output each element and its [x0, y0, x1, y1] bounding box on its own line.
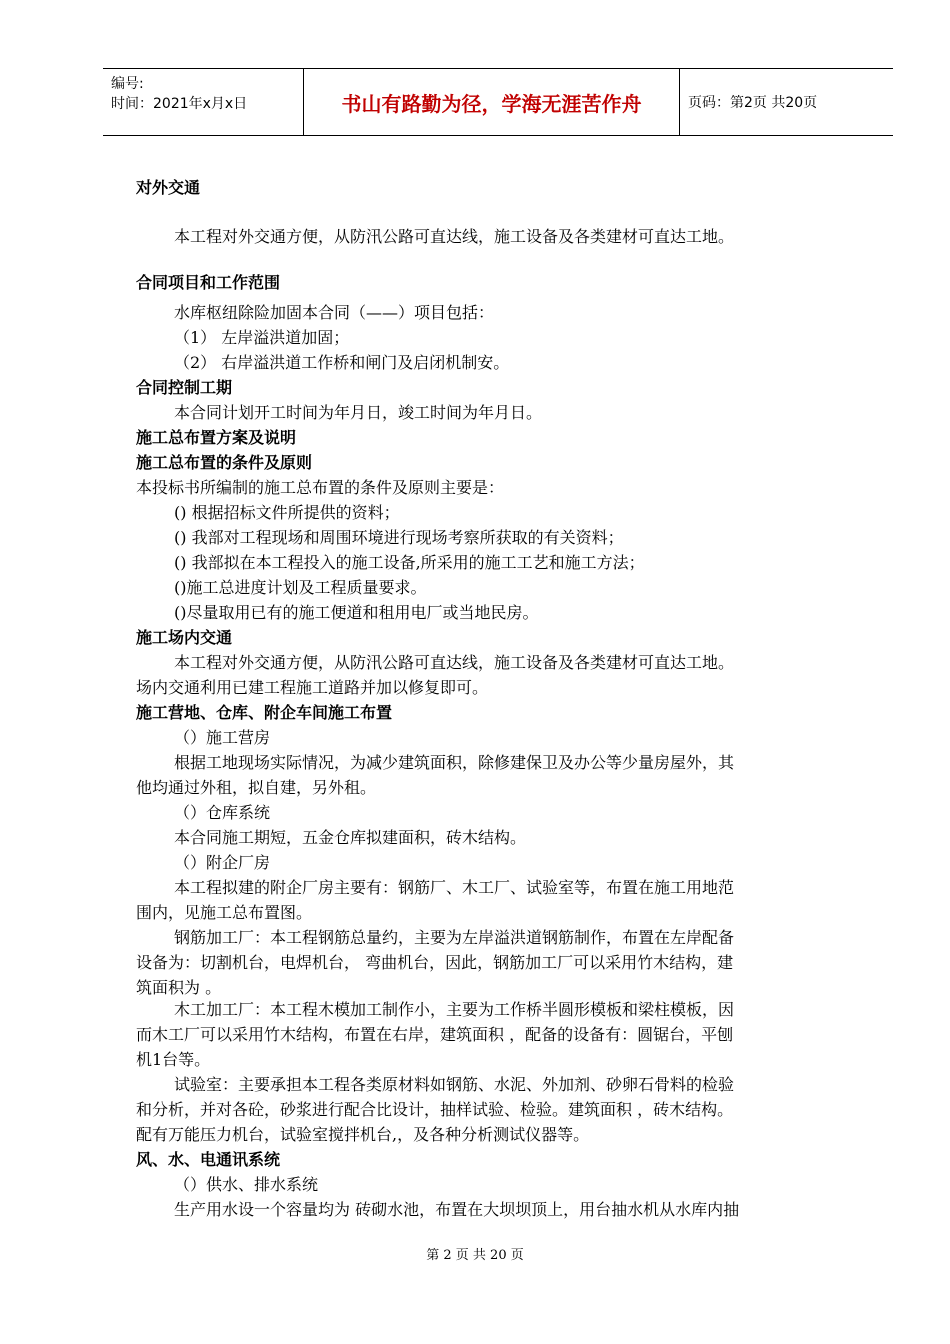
body-text-line: 筑面积为 。: [136, 978, 222, 997]
body-text-line: 本工程拟建的附企厂房主要有：钢筋厂、木工厂、试验室等，布置在施工用地范: [174, 878, 735, 897]
body-text-line: 本工程对外交通方便，从防汛公路可直达线，施工设备及各类建材可直达工地。: [174, 653, 735, 672]
body-text-line: 木工加工厂：本工程木模加工制作小，主要为工作桥半圆形模板和梁柱模板，因: [174, 1000, 735, 1019]
body-text-line: 钢筋加工厂：本工程钢筋总量约，主要为左岸溢洪道钢筋制作，布置在左岸配备: [174, 928, 735, 947]
body-text-line: 场内交通利用已建工程施工道路并加以修复即可。: [136, 678, 489, 697]
section-heading: 合同项目和工作范围: [136, 273, 281, 292]
section-heading: 施工总布置方案及说明: [136, 428, 297, 447]
section-heading: 风、水、电通讯系统: [136, 1150, 281, 1169]
body-text-line: () 我部拟在本工程投入的施工设备,所采用的施工工艺和施工方法；: [174, 553, 645, 572]
body-text-line: 设备为：切割机台，电焊机台， 弯曲机台，因此，钢筋加工厂可以采用竹木结构，建: [136, 953, 734, 972]
page-header: [103, 68, 893, 136]
body-text-line: 机1台等。: [136, 1050, 211, 1069]
body-text-line: （1） 左岸溢洪道加固；: [174, 328, 350, 347]
body-text-line: 生产用水设一个容量均为 砖砌水池，布置在大坝坝顶上，用台抽水机从水库内抽: [174, 1200, 740, 1219]
body-text-line: （）附企厂房: [174, 853, 271, 872]
body-text-line: 他均通过外租，拟自建，另外租。: [136, 778, 377, 797]
section-heading: 施工总布置的条件及原则: [136, 453, 313, 472]
header-page-info: 页码：第2页 共20页: [688, 95, 818, 111]
body-text-line: 根据工地现场实际情况，为减少建筑面积，除修建保卫及办公等少量房屋外，其: [174, 753, 735, 772]
body-text-line: ()尽量取用已有的施工便道和租用电厂或当地民房。: [174, 603, 539, 622]
section-heading: 对外交通: [136, 178, 201, 197]
body-text-line: 和分析，并对各砼，砂浆进行配合比设计，抽样试验、检验。建筑面积 ，砖木结构。: [136, 1100, 734, 1119]
body-text-line: 本合同施工期短，五金仓库拟建面积，砖木结构。: [174, 828, 527, 847]
body-text-line: （2） 右岸溢洪道工作桥和闸门及启闭机制安。: [174, 353, 510, 372]
page-footer: 第 2 页 共 20 页: [426, 1248, 524, 1263]
body-text-line: () 根据招标文件所提供的资料；: [174, 503, 400, 522]
body-text-line: （）施工营房: [174, 728, 271, 747]
body-text-line: 配有万能压力机台，试验室搅拌机台,，及各种分析测试仪器等。: [136, 1125, 590, 1144]
time-label: 时间：2021年x月x日: [111, 96, 248, 112]
code-label: 编号:: [111, 76, 144, 92]
body-text-line: () 我部对工程现场和周围环境进行现场考察所获取的有关资料；: [174, 528, 624, 547]
body-text-line: 围内，见施工总布置图。: [136, 903, 313, 922]
header-meta-cell: [103, 69, 303, 135]
body-text-line: 试验室：主要承担本工程各类原材料如钢筋、水泥、外加剂、砂卵石骨料的检验: [174, 1075, 735, 1094]
section-heading: 施工场内交通: [136, 628, 233, 647]
body-text-line: 本工程对外交通方便，从防汛公路可直达线，施工设备及各类建材可直达工地。: [174, 227, 735, 246]
body-text-line: 而木工厂可以采用竹木结构，布置在右岸，建筑面积 ，配备的设备有：圆锯台，平刨: [136, 1025, 734, 1044]
body-text-line: 本投标书所编制的施工总布置的条件及原则主要是：: [136, 478, 505, 497]
header-motto: 书山有路勤为径，学海无涯苦作舟: [303, 69, 680, 135]
body-text-line: ()施工总进度计划及工程质量要求。: [174, 578, 427, 597]
section-heading: 施工营地、仓库、附企车间施工布置: [136, 703, 393, 722]
body-text-line: 水库枢纽除险加固本合同（——）项目包括：: [174, 303, 495, 322]
body-text-line: （）仓库系统: [174, 803, 271, 822]
body-text-line: （）供水、排水系统: [174, 1175, 319, 1194]
body-text-line: 本合同计划开工时间为年月日，竣工时间为年月日。: [174, 403, 543, 422]
section-heading: 合同控制工期: [136, 378, 233, 397]
